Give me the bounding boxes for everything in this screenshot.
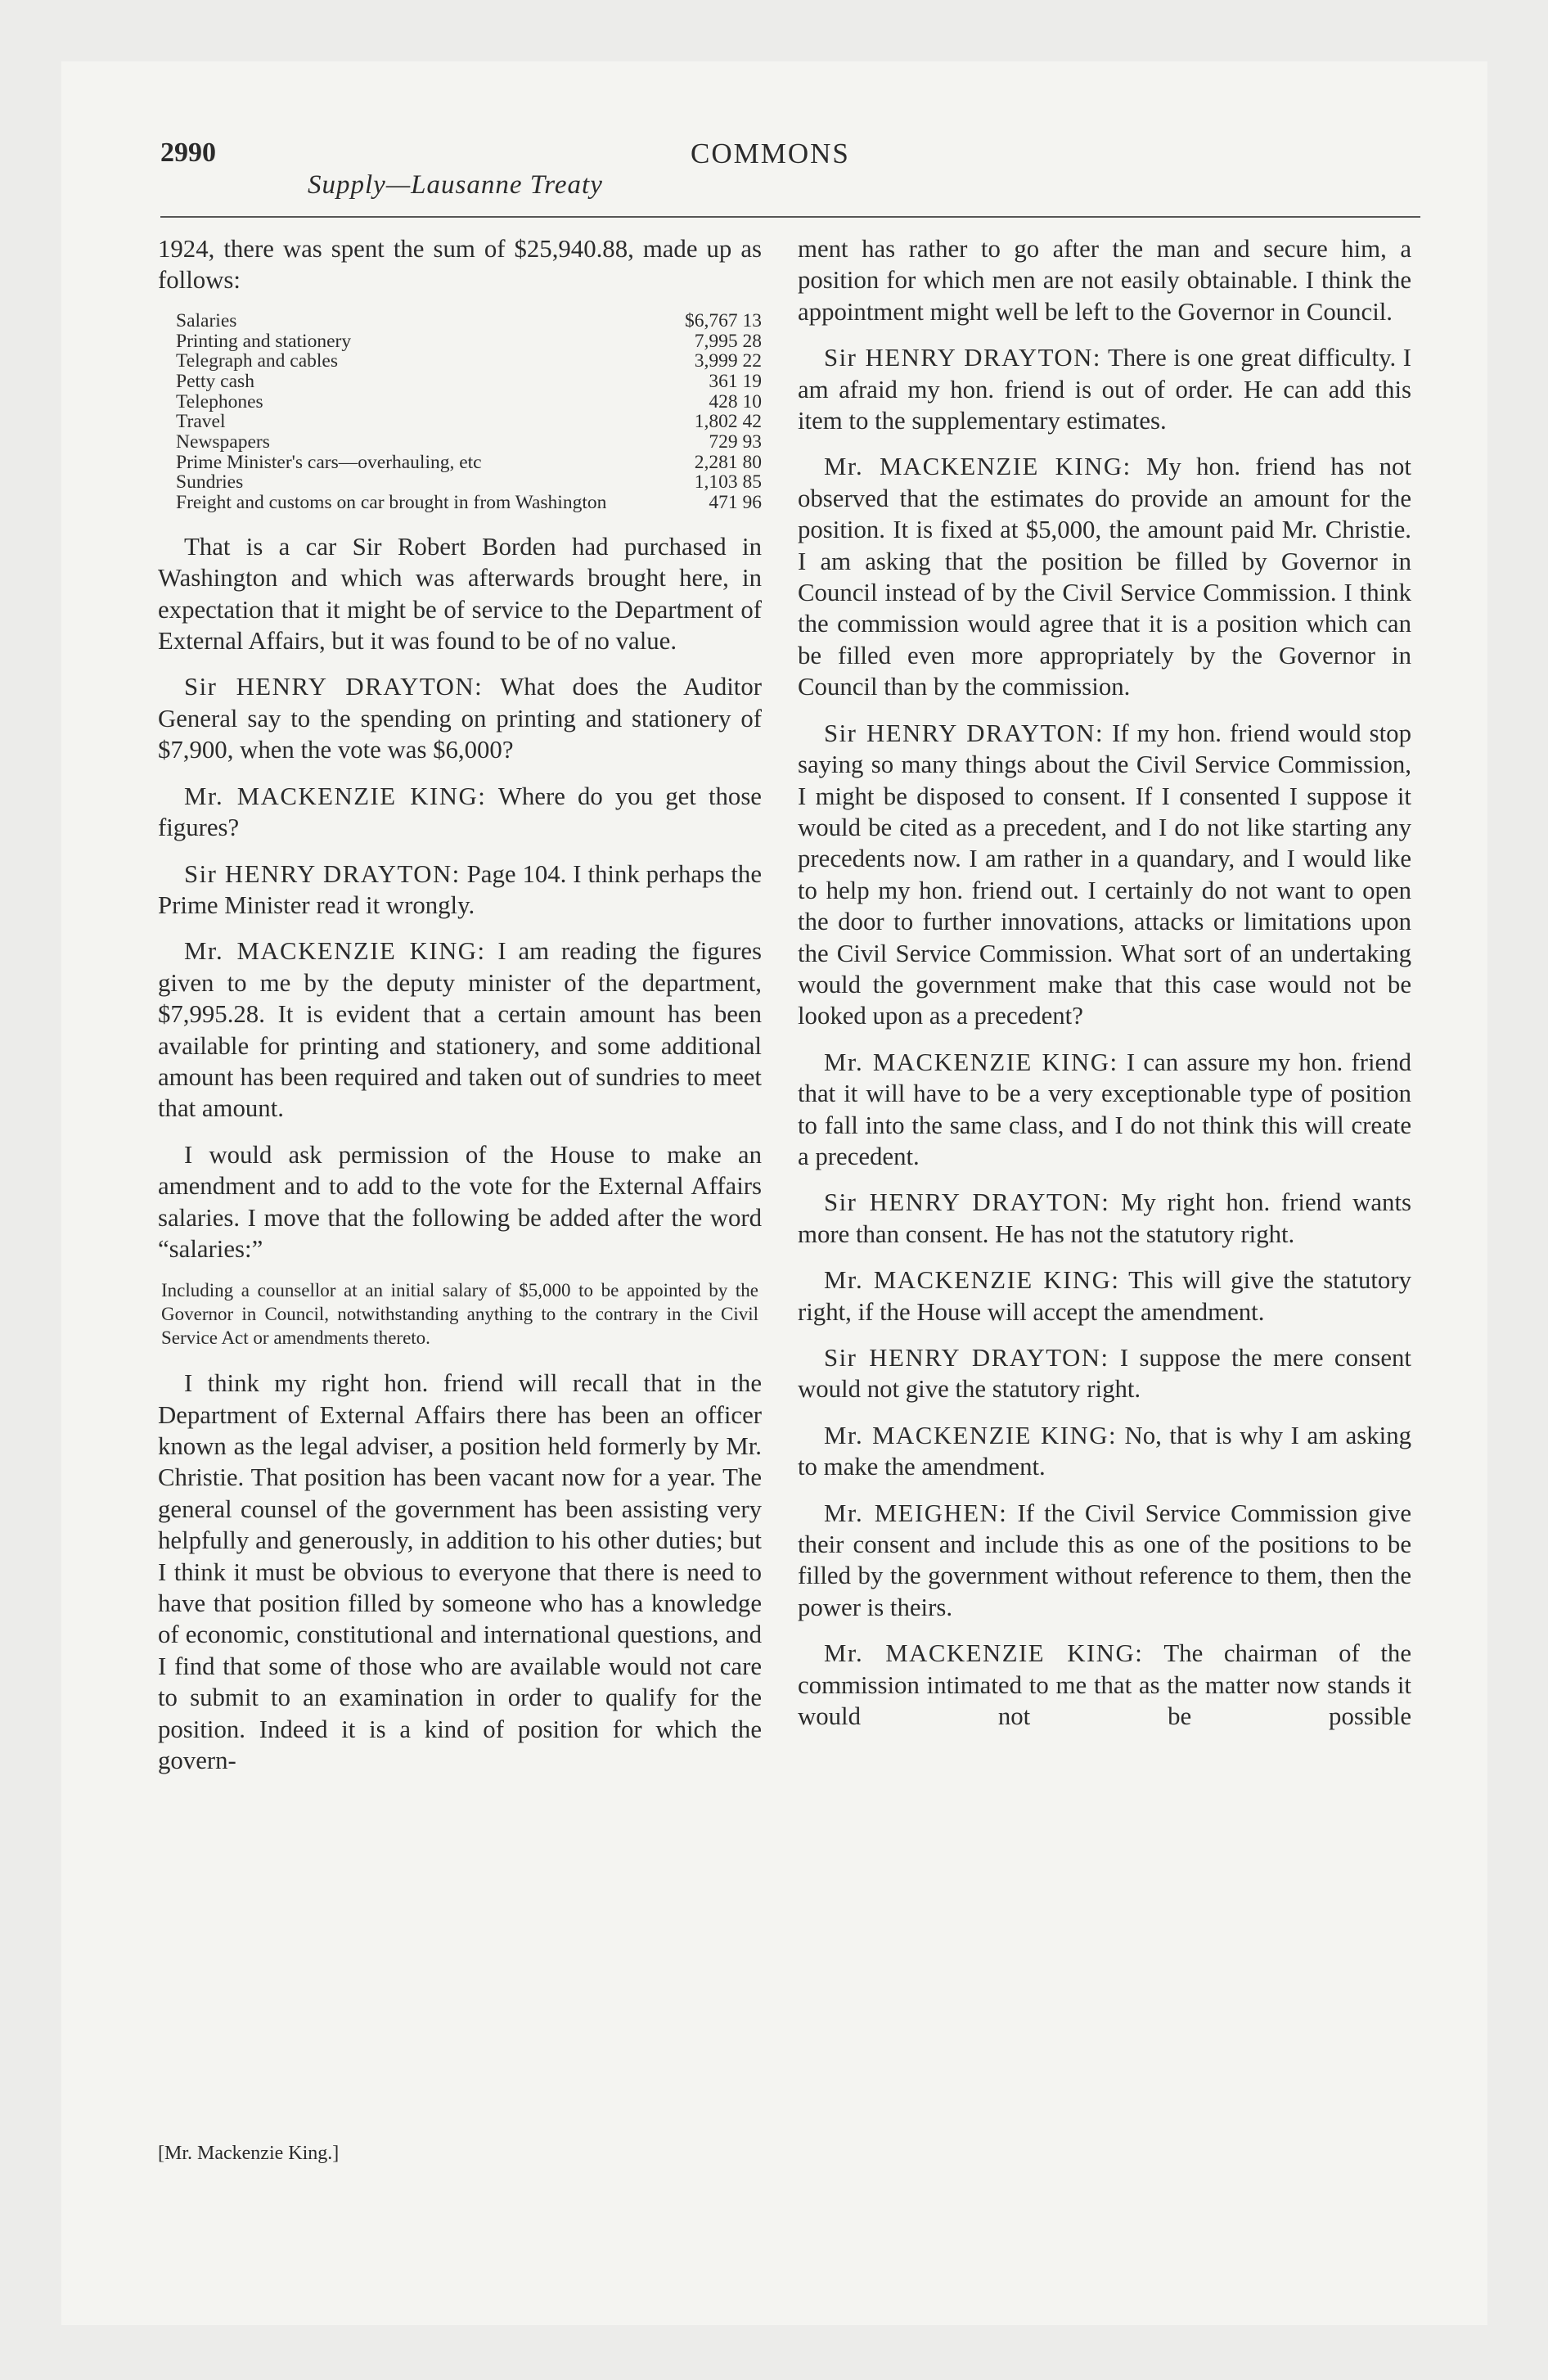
speaker-name: Mr. MACKENZIE KING:	[824, 1048, 1118, 1076]
speech	[798, 718, 1411, 1032]
speaker-name: Mr. MACKENZIE KING:	[824, 1421, 1118, 1449]
expense-amount: 1,103 85	[694, 471, 762, 494]
expense-amount: 428 10	[709, 390, 762, 412]
expense-label: Telephones	[176, 390, 263, 412]
table-row	[158, 472, 762, 493]
expense-amount: 7,995 28	[694, 330, 762, 352]
speech-text: Page 104. I think perhaps the Prime Minister read it wrongly.	[158, 859, 762, 919]
running-title: COMMONS	[691, 137, 850, 169]
speech-text: My right hon. friend wants more than consent. He has not the statutory right.	[798, 1188, 1411, 1248]
expense-label: Printing and stationery	[176, 330, 352, 352]
expense-amount: 3,999 22	[694, 350, 762, 372]
header-rule	[160, 216, 1420, 218]
expense-label: Travel	[176, 411, 226, 433]
expense-label: Salaries	[176, 309, 237, 331]
speech-text: If my hon. friend would stop saying so many things about the Civil Service Commission, I might be disposed to consent. If I consented I suppose it would be cited as a precedent, and I do not like starting any precedents now. I am rather in a quandary, and I would like to help my hon. friend out. I certainly do not want to open the door to further innovations, attacks or limitations upon the Civil Service Commission. What sort of an undertaking would the government make that this case would not be looked upon as a precedent?	[798, 719, 1411, 1030]
speech-text: I can assure my hon. friend that it will have to be a very exceptionable type of position to fall into the same class, and I do not think this will create a precedent.	[798, 1048, 1411, 1170]
speech	[798, 1342, 1411, 1405]
table-row	[158, 432, 762, 453]
speaker-name: Mr. MACKENZIE KING:	[184, 937, 486, 966]
paragraph: ment has rather to go after the man and secure him, a position for which men are not easily obtainable. I think the appointment might well be left to the Governor in Council.	[798, 235, 1411, 326]
speaker-name: Mr. MACKENZIE KING:	[184, 782, 487, 810]
speech-text: What does the Auditor General say to the spending on printing and stationery of $7,900, when the vote was $6,000?	[158, 673, 762, 764]
expense-amount: 361 19	[709, 370, 762, 392]
table-row	[158, 351, 762, 372]
table-row	[158, 493, 762, 513]
expense-label: Telegraph and cables	[176, 350, 339, 372]
table-row	[158, 392, 762, 412]
speech	[798, 1187, 1411, 1250]
expense-amount: 1,802 42	[694, 411, 762, 433]
expense-amount: 729 93	[709, 431, 762, 453]
amendment-quote: Including a counsellor at an initial salary of $5,000 to be appointed by the Governor in Council, notwithstanding anything to the contrary in the Civil Service Act or amendments thereto.	[161, 1280, 758, 1348]
speaker-name: Mr. MEIGHEN:	[824, 1499, 1008, 1527]
speech	[798, 451, 1411, 702]
expense-label: Freight and customs on car brought in from Washington	[176, 492, 607, 514]
speaker-name: Sir HENRY DRAYTON:	[184, 859, 461, 888]
speech-text: No, that is why I am asking to make the amendment.	[798, 1421, 1411, 1481]
table-row	[158, 453, 762, 473]
expense-label: Newspapers	[176, 431, 270, 453]
speech	[158, 935, 762, 1124]
speaker-footnote: [Mr. Mackenzie King.]	[158, 2143, 340, 2164]
page-header	[160, 137, 1420, 219]
speech-text: The chairman of the commission intimated to me that as the matter now stands it would not be possible	[798, 1639, 1411, 1731]
speech	[798, 1420, 1411, 1483]
left-column	[158, 233, 762, 1791]
table-row	[158, 412, 762, 432]
section-title: Supply—Lausanne Treaty	[308, 170, 603, 200]
speech-text: My hon. friend has not observed that the estimates do provide an amount for the position. It is fixed at $5,000, the amount paid Mr. Christie. I am asking that the position be filled by Governor in Council instead of by the Civil Service Commission. I think the commission would agree that it is a position which can be filled even more appropriately by the Governor in Council than by the commission.	[798, 453, 1411, 701]
speech	[798, 1638, 1411, 1732]
speech	[158, 781, 762, 844]
speech-text: I am reading the figures given to me by the deputy minister of the department, $7,995.28. It is evident that a certain amount has been available for printing and stationery, and some additional amount has been required and taken out of sundries to meet that amount.	[158, 937, 762, 1123]
right-column	[798, 233, 1411, 1747]
table-row	[158, 311, 762, 331]
paragraph: I think my right hon. friend will recall that in the Department of External Affairs there has been an officer known as the legal adviser, a position held formerly by Mr. Christie. That position has been vacant now for a year. The general counsel of the government has been assisting very helpfully and generously, in addition to his other duties; but I think it must be obvious to everyone that there is need to have that position filled by someone who has a knowledge of economic, constitutional and international questions, and I find that some of those who are available would not care to submit to an examination in order to qualify for the position. Indeed it is a kind of position for which the govern-	[158, 1369, 762, 1775]
page-number: 2990	[160, 137, 216, 168]
speech	[158, 671, 762, 765]
speaker-name: Mr. MACKENZIE KING:	[824, 1266, 1120, 1295]
expense-label: Petty cash	[176, 370, 254, 392]
speaker-name: Sir HENRY DRAYTON:	[824, 1188, 1110, 1217]
speech	[798, 342, 1411, 436]
table-row	[158, 372, 762, 392]
table-row	[158, 331, 762, 352]
speech-text: I suppose the mere consent would not give the statutory right.	[798, 1344, 1411, 1404]
speaker-name: Mr. MACKENZIE KING:	[824, 1639, 1144, 1668]
expense-label: Prime Minister's cars—overhauling, etc	[176, 451, 482, 473]
expense-table	[158, 311, 762, 513]
speaker-name: Sir HENRY DRAYTON:	[824, 719, 1105, 747]
speech-text: Where do you get those figures?	[158, 782, 762, 842]
speech	[798, 1047, 1411, 1173]
speech-text: There is one great difficulty. I am afraid my hon. friend is out of order. He can add this item to the supplementary estimates.	[798, 344, 1411, 435]
speech	[798, 1264, 1411, 1327]
paragraph: That is a car Sir Robert Borden had purchased in Washington and which was afterwards brought here, in expectation that it might be of service to the Department of External Affairs, but it was found to be of no value.	[158, 532, 762, 656]
expense-label: Sundries	[176, 471, 244, 494]
speaker-name: Sir HENRY DRAYTON:	[184, 673, 484, 701]
speech-text: If the Civil Service Commission give their consent and include this as one of the positions to be filled by the government without reference to them, then the power is theirs.	[798, 1499, 1411, 1621]
paragraph: 1924, there was spent the sum of $25,940.88, made up as follows:	[158, 235, 762, 295]
expense-amount: 471 96	[709, 492, 762, 514]
speaker-name: Sir HENRY DRAYTON:	[824, 344, 1101, 372]
speech-text: This will give the statutory right, if the House will accept the amendment.	[798, 1266, 1411, 1326]
speaker-name: Mr. MACKENZIE KING:	[824, 453, 1132, 481]
speech	[158, 859, 762, 922]
speaker-name: Sir HENRY DRAYTON:	[824, 1344, 1109, 1372]
expense-amount: 2,281 80	[694, 451, 762, 473]
paragraph: I would ask permission of the House to make an amendment and to add to the vote for the External Affairs salaries. I move that the following be added after the word “salaries:”	[158, 1140, 762, 1263]
speech	[798, 1498, 1411, 1624]
expense-amount: $6,767 13	[685, 309, 762, 331]
